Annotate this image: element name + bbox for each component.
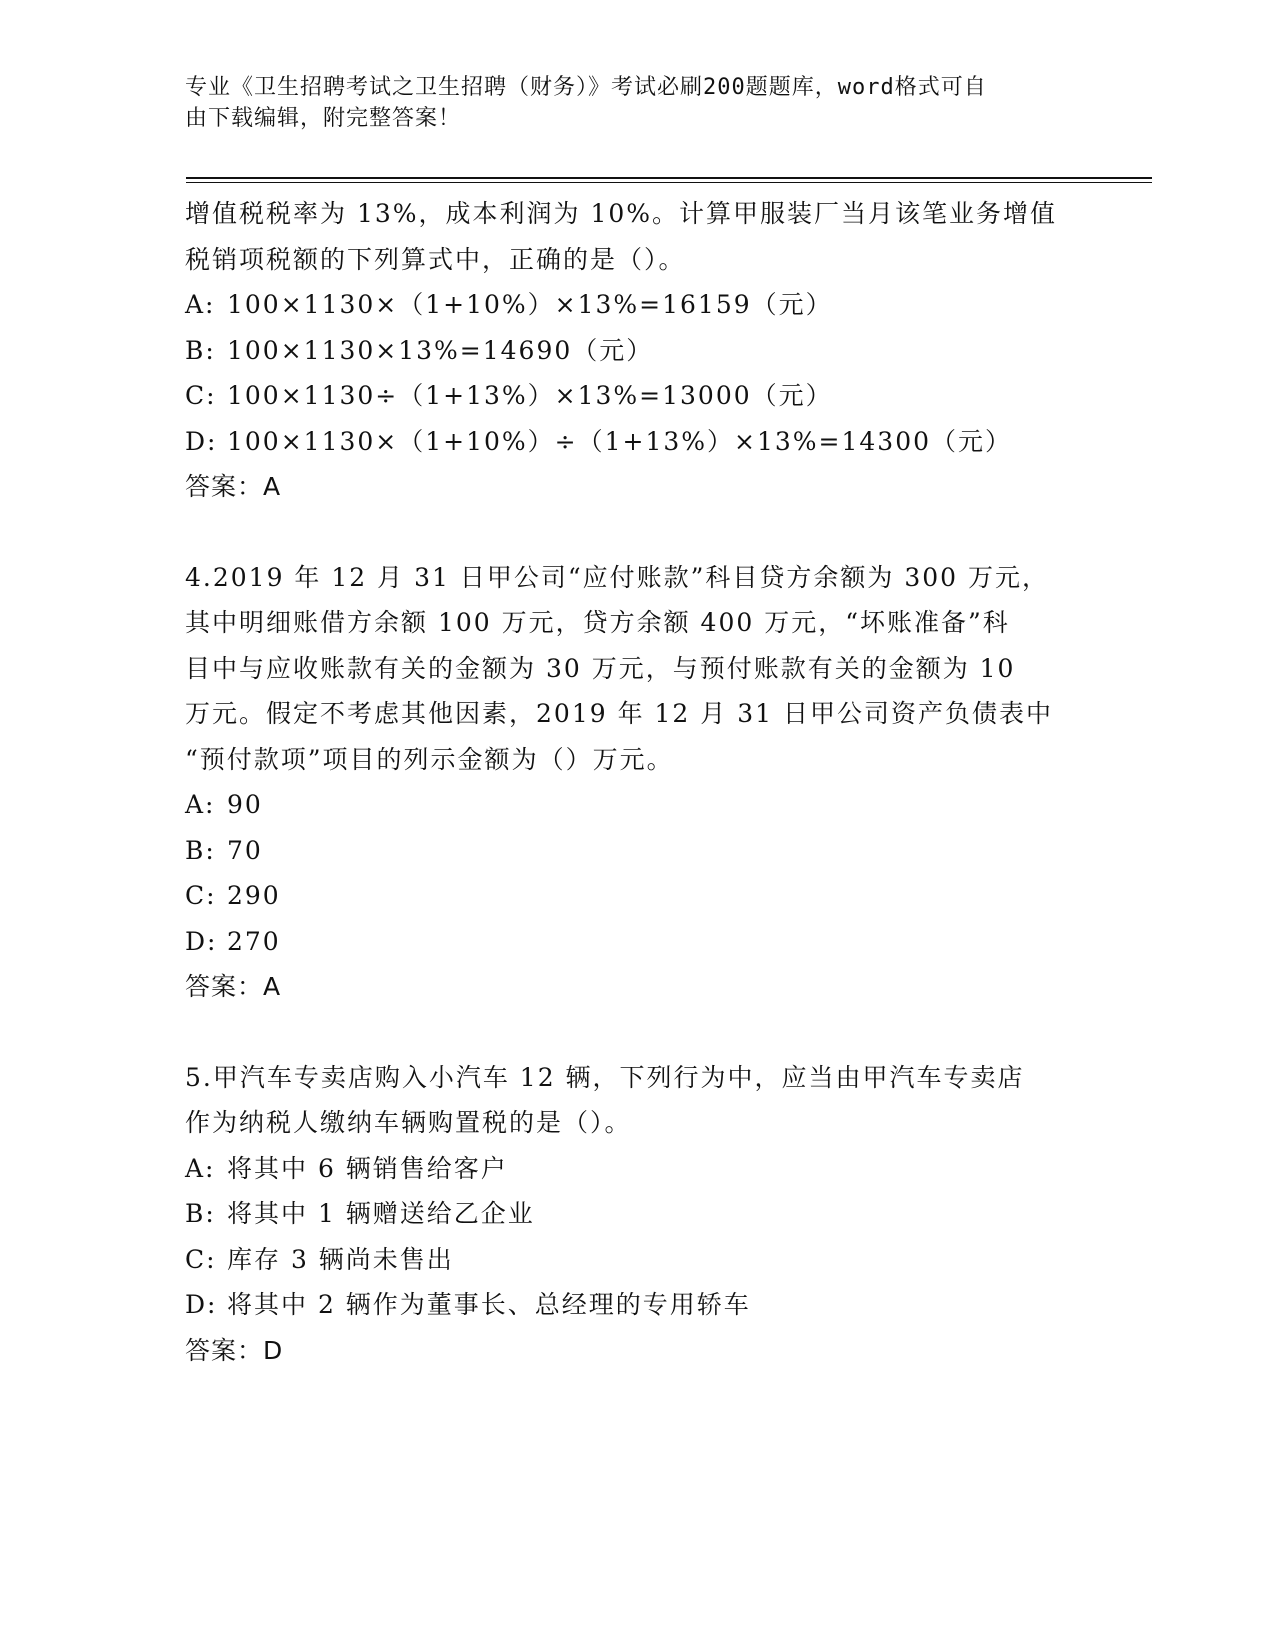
option-key: B: (185, 835, 216, 865)
option-b (185, 828, 1085, 874)
option-key: D: (185, 926, 218, 956)
option-a (185, 1146, 1085, 1192)
option-key: A: (185, 290, 216, 319)
question-3 (185, 191, 1085, 510)
option-text: 100×1130×13%=14690（元） (227, 335, 654, 365)
header-line-2: 由下载编辑，附完整答案！ (185, 106, 462, 131)
question-stem-line: 作为纳税人缴纳车辆购置税的是（）。 (185, 1108, 632, 1137)
option-key: C: (185, 1244, 217, 1274)
option-key: A: (185, 790, 216, 819)
answer-line: 答案：D (185, 1335, 284, 1365)
question-stem-line: 4.2019 年 12 月 31 日甲公司“应付账款”科目贷方余额为 300 万元， (185, 562, 1050, 592)
option-text: 将其中 2 辆作为董事长、总经理的专用轿车 (227, 1290, 751, 1319)
option-a (185, 282, 1085, 328)
question-4 (185, 555, 1085, 1010)
option-d (185, 1282, 1085, 1328)
option-key: C: (185, 881, 217, 910)
option-text: 将其中 1 辆赠送给乙企业 (227, 1199, 535, 1228)
option-text: 90 (227, 790, 263, 819)
header-divider-thick (186, 177, 1152, 179)
header-divider-thin (186, 182, 1152, 183)
option-key: B: (185, 1199, 216, 1228)
answer-line: 答案：A (185, 972, 282, 1001)
option-b (185, 1191, 1085, 1237)
option-key: C: (185, 381, 217, 410)
option-text: 70 (227, 835, 263, 865)
question-stem-line: 增值税税率为 13%，成本利润为 10%。计算甲服装厂当月该笔业务增值 (185, 199, 1058, 228)
option-c (185, 1237, 1085, 1283)
option-key: D: (185, 1290, 218, 1319)
option-key: D: (185, 426, 218, 456)
option-text: 将其中 6 辆销售给客户 (227, 1153, 508, 1183)
question-stem-line: “预付款项”项目的列示金额为（）万元。 (185, 744, 674, 774)
option-c (185, 873, 1085, 919)
option-c (185, 373, 1085, 419)
option-d (185, 419, 1085, 465)
option-key: A: (185, 1153, 216, 1183)
question-stem-line: 5.甲汽车专卖店购入小汽车 12 辆，下列行为中，应当由甲汽车专卖店 (185, 1062, 1025, 1092)
question-stem-line: 万元。假定不考虑其他因素，2019 年 12 月 31 日甲公司资产负债表中 (185, 699, 1053, 728)
header-line-1: 专业《卫生招聘考试之卫生招聘（财务）》考试必刷200题题库，word格式可自 (185, 75, 987, 100)
document-header (185, 72, 1085, 134)
option-d (185, 919, 1085, 965)
question-stem-line: 税销项税额的下列算式中，正确的是（）。 (185, 244, 686, 274)
option-text: 270 (227, 926, 281, 956)
option-text: 100×1130×（1+10%）×13%=16159（元） (227, 290, 833, 319)
document-body (185, 191, 1085, 1373)
option-a (185, 782, 1085, 828)
option-text: 290 (227, 881, 281, 910)
question-stem-line: 其中明细账借方余额 100 万元，贷方余额 400 万元，“坏账准备”科 (185, 608, 1010, 637)
question-stem-line: 目中与应收账款有关的金额为 30 万元，与预付账款有关的金额为 10 (185, 653, 1016, 683)
option-text: 库存 3 辆尚未售出 (227, 1244, 454, 1274)
question-5 (185, 1055, 1085, 1374)
option-b (185, 328, 1085, 374)
option-text: 100×1130×（1+10%）÷（1+13%）×13%=14300（元） (227, 426, 1013, 456)
option-key: B: (185, 335, 216, 365)
answer-line: 答案：A (185, 472, 282, 501)
option-text: 100×1130÷（1+13%）×13%=13000（元） (227, 381, 833, 410)
